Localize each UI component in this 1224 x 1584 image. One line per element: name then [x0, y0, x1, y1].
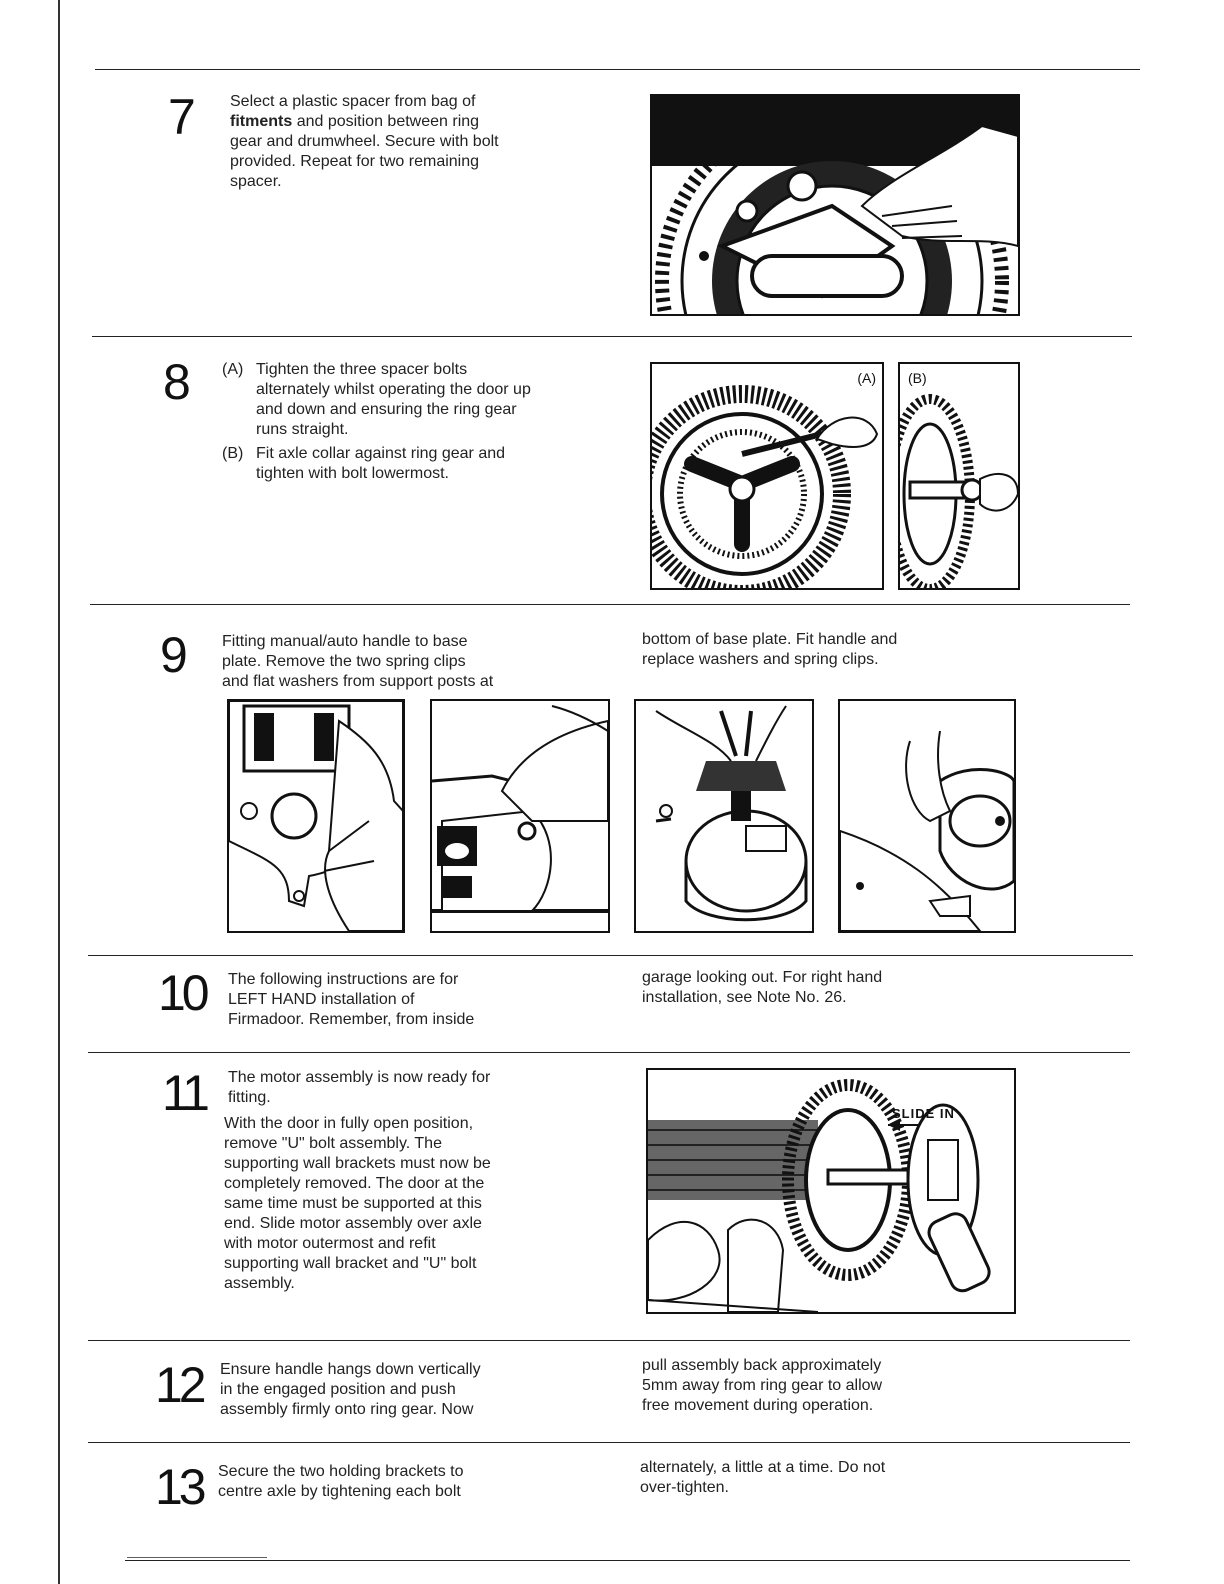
divider: [88, 1052, 1130, 1053]
step-9-text-col1: Fitting manual/auto handle to base plate. Remove the two spring clips and flat washers from support posts at: [222, 633, 494, 690]
step-8-item-a: [222, 360, 582, 440]
slide-in-label: SLIDE IN: [892, 1106, 955, 1121]
step-7-text-bold: fitments: [230, 113, 293, 130]
step-9-illustration-4: [838, 699, 1016, 933]
step-13-text-col1: Secure the two holding brackets to centre axle by tightening each bolt: [218, 1463, 464, 1500]
figure-label-a: (A): [857, 370, 876, 386]
step-7-text-post: and position between ring gear and drumwheel. Secure with bolt provided. Repeat for two remaining spacer.: [230, 113, 499, 190]
figure-label-b: (B): [908, 370, 927, 386]
divider: [88, 1442, 1130, 1443]
step-number: 8: [163, 354, 187, 410]
step-7-text-pre: Select a plastic spacer from bag of: [230, 93, 476, 110]
step-9-illustration-3: [634, 699, 814, 933]
step-8-illustration-a: [650, 362, 884, 590]
divider: [88, 1340, 1130, 1341]
step-number: 13: [155, 1459, 203, 1515]
step-12-text-col1: Ensure handle hangs down vertically in the engaged position and push assembly firmly onto ring gear. Now: [220, 1361, 481, 1418]
step-number: 11: [162, 1065, 206, 1121]
step-number: 12: [155, 1357, 203, 1413]
step-number: 9: [160, 627, 184, 683]
step-8-text: [222, 360, 582, 488]
step-8-text-a: Tighten the three spacer bolts alternately whilst operating the door up and down and ensuring the ring gear runs straight.: [256, 361, 531, 438]
step-10-text-col2: garage looking out. For right hand installation, see Note No. 26.: [642, 969, 883, 1006]
page-left-edge: [58, 0, 60, 1584]
step-10-text-col1: The following instructions are for LEFT HAND installation of Firmadoor. Remember, from inside: [228, 971, 475, 1028]
step-7-text: [230, 92, 570, 192]
step-11-illustration: [646, 1068, 1016, 1314]
step-8-illustration-b: [898, 362, 1020, 590]
divider: [95, 69, 1140, 70]
step-8-item-b: [222, 444, 582, 484]
step-11-text-p1: The motor assembly is now ready for fitting.: [228, 1069, 491, 1106]
divider: [88, 955, 1133, 956]
step-13-text-col2: alternately, a little at a time. Do not over-tighten.: [640, 1459, 886, 1496]
divider: [125, 1560, 1130, 1561]
step-8-tag-b: (B): [222, 445, 244, 462]
step-12-text-col2: pull assembly back approximately 5mm away from ring gear to allow free movement during operation.: [642, 1357, 883, 1414]
step-number: 7: [168, 89, 192, 145]
step-11-text-p2: With the door in fully open position, remove "U" bolt assembly. The supporting wall brackets must now be completely removed. The door at the same time must be supported at this end. Slide motor assembly over axle with motor outermost and refit supporting wall bracket and "U" bolt assembly.: [224, 1115, 491, 1292]
step-9-illustration-2: [430, 699, 610, 933]
step-8-text-b: Fit axle collar against ring gear and tighten with bolt lowermost.: [256, 445, 506, 482]
step-number: 10: [158, 965, 206, 1021]
step-9-illustration-1: [227, 699, 405, 933]
divider: [90, 604, 1130, 605]
bottom-underline: [127, 1557, 267, 1558]
step-7-illustration: [650, 94, 1020, 316]
step-9-text-col2: bottom of base plate. Fit handle and replace washers and spring clips.: [642, 631, 898, 668]
divider: [92, 336, 1132, 337]
step-8-tag-a: (A): [222, 361, 244, 378]
